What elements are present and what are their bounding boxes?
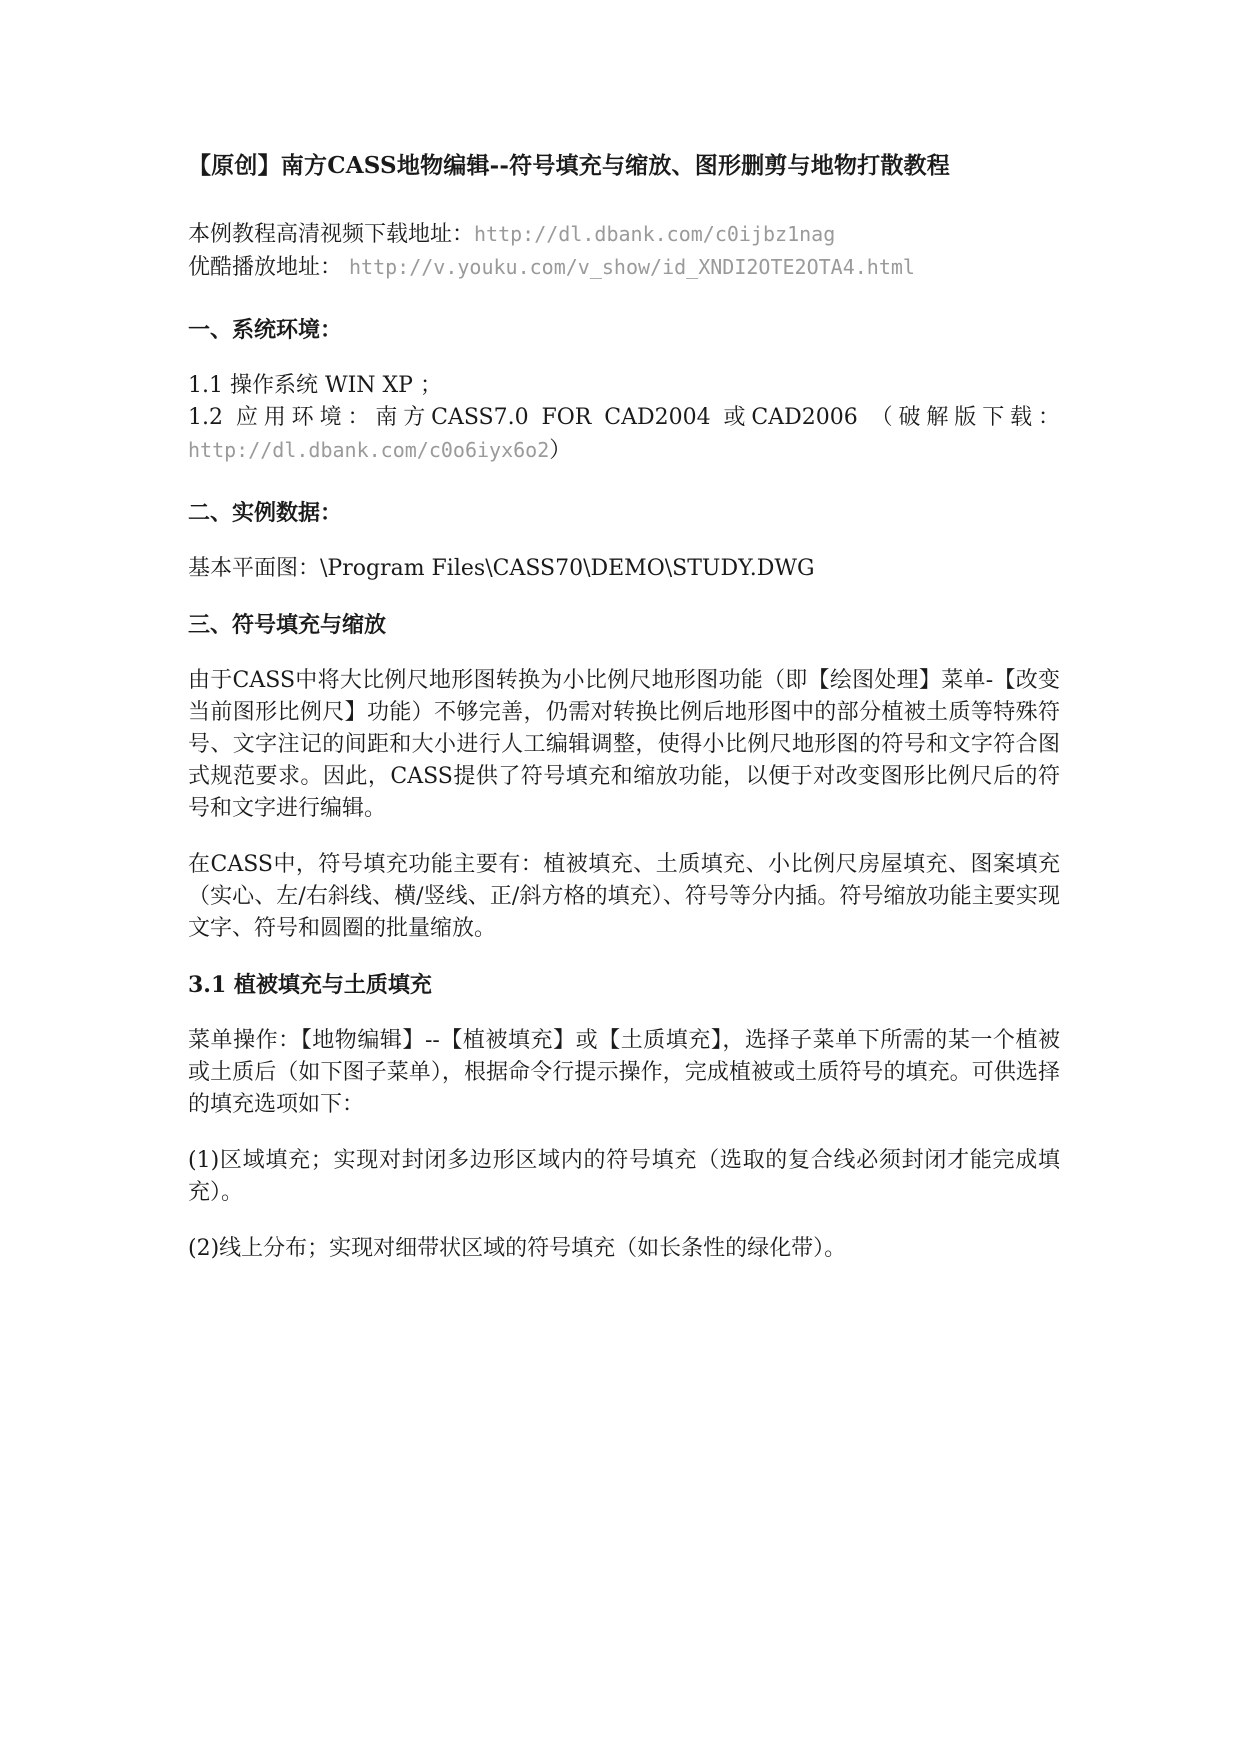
youku-line bbox=[188, 251, 1060, 284]
section2-base-map-path: 基本平面图：\Program Files\CASS70\DEMO\STUDY.DWG bbox=[188, 556, 815, 581]
section-heading-vegetation-soil-fill: 3.1 植被填充与土质填充 bbox=[188, 972, 432, 998]
section31-paragraph-2: (1)区域填充；实现对封闭多边形区域内的符号填充（选取的复合线必须封闭才能完成填充）。 bbox=[188, 1148, 1060, 1205]
section1-item-os: 1.1 操作系统 WIN XP ； bbox=[188, 373, 442, 398]
document-body bbox=[188, 150, 1060, 1265]
section31-paragraph-3: (2)线上分布；实现对细带状区域的符号填充（如长条性的绿化带）。 bbox=[188, 1236, 847, 1261]
section1-item-app-env-close: ） bbox=[549, 438, 572, 463]
video-download-link[interactable]: http://dl.dbank.com/c0ijbz1nag bbox=[474, 222, 836, 246]
document-title: 【原创】南方CASS地物编辑--符号填充与缩放、图形删剪与地物打散教程 bbox=[188, 152, 950, 179]
youku-label: 优酷播放地址： bbox=[188, 255, 343, 280]
video-download-label: 本例教程高清视频下载地址： bbox=[188, 222, 475, 247]
section1-item-app-env-text: 1.2 应用环境：南方CASS7.0 FOR CAD2004 或CAD2006 （破解版下载： bbox=[188, 405, 1060, 430]
youku-link[interactable]: http://v.youku.com/v_show/id_XNDI2OTE2OTA4.html bbox=[349, 255, 915, 279]
section31-paragraph-1: 菜单操作：【地物编辑】--【植被填充】或【土质填充】，选择子菜单下所需的某一个植被或土质后（如下图子菜单），根据命令行提示操作，完成植被或土质符号的填充。可供选择的填充选项如下： bbox=[188, 1028, 1060, 1117]
section-heading-example-data: 二、实例数据： bbox=[188, 500, 343, 526]
section-heading-system-env: 一、系统环境： bbox=[188, 317, 343, 343]
section3-paragraph-2: 在CASS中，符号填充功能主要有：植被填充、土质填充、小比例尺房屋填充、图案填充（实心、左/右斜线、横/竖线、正/斜方格的填充）、符号等分内插。符号缩放功能主要实现文字、符号和圆圈的批量缩放。 bbox=[188, 852, 1060, 941]
section1-item-app-env bbox=[188, 402, 1060, 467]
section3-paragraph-1: 由于CASS中将大比例尺地形图转换为小比例尺地形图功能（即【绘图处理】菜单-【改变当前图形比例尺】功能）不够完善，仍需对转换比例后地形图中的部分植被土质等特殊符号、文字注记的间距和大小进行人工编辑调整，使得小比例尺地形图的符号和文字符合图式规范要求。因此，CASS提供了符号填充和缩放功能，以便于对改变图形比例尺后的符号和文字进行编辑。 bbox=[188, 668, 1060, 821]
video-download-line bbox=[188, 218, 1060, 251]
crack-download-link[interactable]: http://dl.dbank.com/c0o6iyx6o2 bbox=[188, 438, 550, 462]
section-heading-symbol-fill: 三、符号填充与缩放 bbox=[188, 612, 387, 638]
